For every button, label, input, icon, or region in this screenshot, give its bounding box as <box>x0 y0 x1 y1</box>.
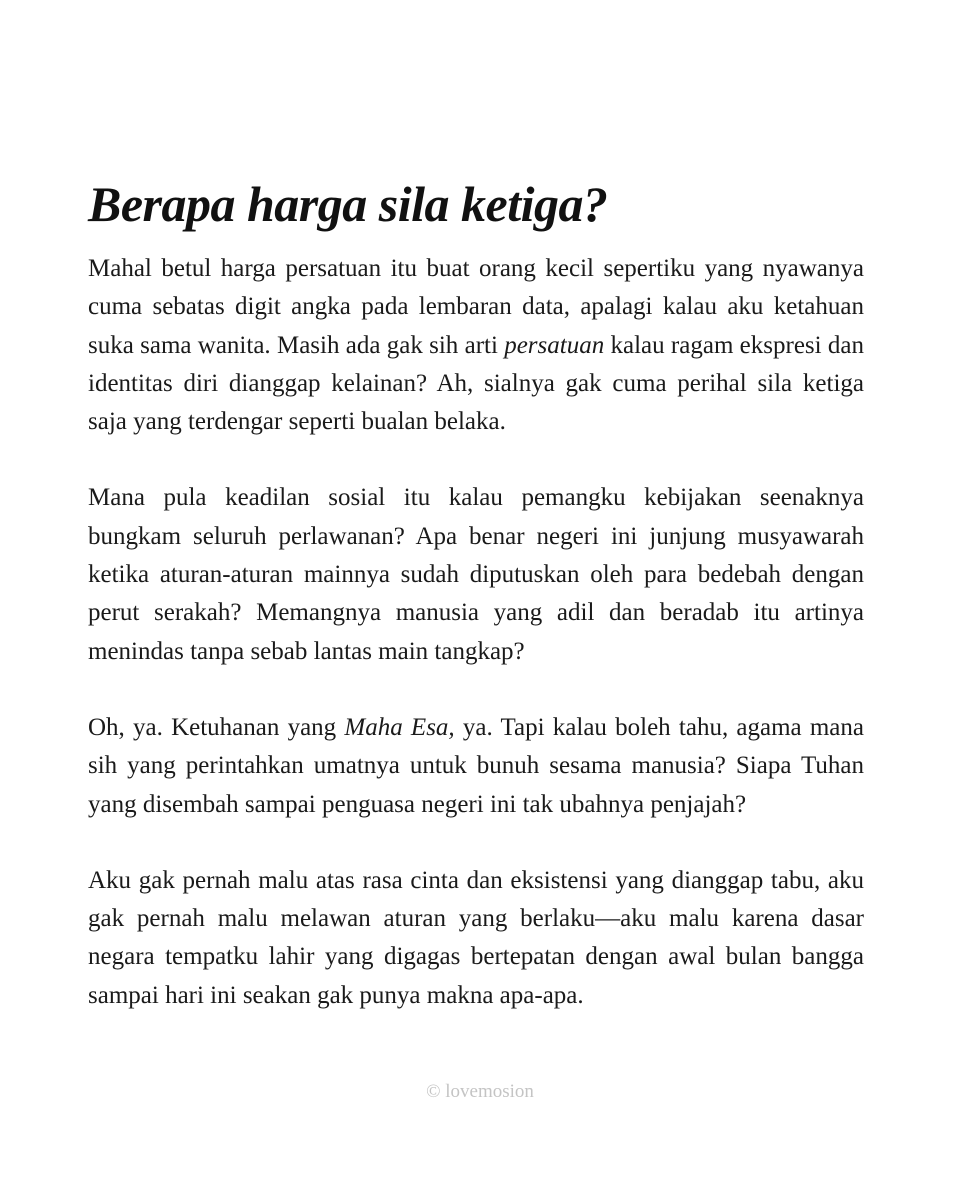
paragraph-3 <box>88 709 864 824</box>
article <box>88 170 864 1053</box>
paragraph-text: ya. Tapi kalau boleh tahu, agama mana sih yang perintahkan umatnya untuk bunuh sesama manusia? Siapa Tuhan yang disembah sampai penguasa negeri ini tak ubahnya penjajah? <box>88 713 864 818</box>
copyright-credit: © lovemosion <box>426 1081 534 1102</box>
emphasized-phrase: Maha Esa, <box>344 713 455 741</box>
paragraph-text: kalau ragam ekspresi dan identitas diri dianggap kelainan? Ah, sialnya gak cuma perihal sila ketiga saja yang terdengar seperti bualan belaka. <box>88 331 864 436</box>
paragraph-text: Mana pula keadilan sosial itu kalau pemangku kebijakan seenaknya bungkam seluruh perlawanan? Apa benar negeri ini junjung musyawarah ketika aturan-aturan mainnya sudah diputuskan oleh para bedebah dengan perut serakah? Memangnya manusia yang adil dan beradab itu artinya menindas tanpa sebab lantas main tangkap? <box>88 484 864 665</box>
paragraph-2 <box>88 479 864 670</box>
paragraph-4 <box>88 862 864 1015</box>
article-title: Berapa harga sila ketiga? <box>88 176 608 232</box>
paragraph-1 <box>88 250 864 441</box>
paragraph-text: Aku gak pernah malu atas rasa cinta dan eksistensi yang dianggap tabu, aku gak pernah malu melawan aturan yang berlaku—aku malu karena dasar negara tempatku lahir yang digagas bertepatan dengan awal bulan bangga sampai hari ini seakan gak punya makna apa-apa. <box>88 866 864 1009</box>
emphasized-word: persatuan <box>504 331 605 359</box>
paragraph-text: Oh, ya. Ketuhanan yang <box>88 713 345 741</box>
paragraph-text: Mahal betul harga persatuan itu buat orang kecil sepertiku yang nyawanya cuma sebatas digit angka pada lembaran data, apalagi kalau aku ketahuan suka sama wanita. Masih ada gak sih arti <box>88 255 864 359</box>
